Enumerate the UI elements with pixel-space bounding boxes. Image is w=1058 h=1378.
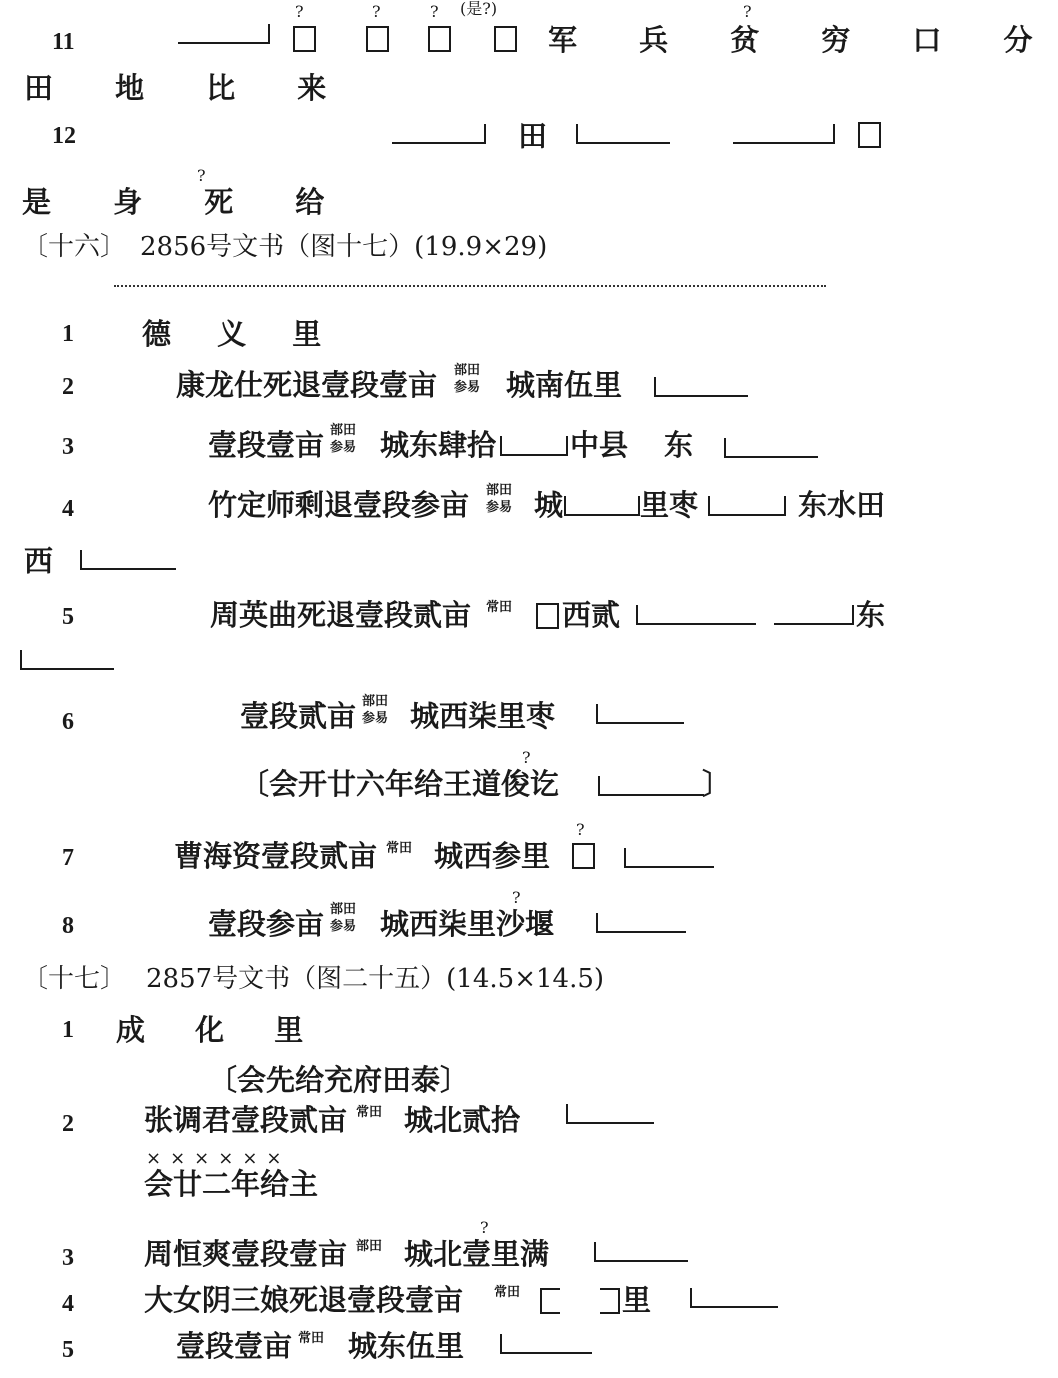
missing-char-box xyxy=(494,26,517,52)
line-text: 东水田 xyxy=(798,488,886,522)
missing-char-box xyxy=(540,1288,560,1314)
annotation-chang: 常田 xyxy=(298,1331,325,1346)
section-label: 〔十六〕 xyxy=(22,232,127,262)
uncertain-mark: ? xyxy=(430,2,439,21)
lacuna xyxy=(178,24,270,44)
line-number: 3 xyxy=(62,434,74,460)
uncertain-mark: ? xyxy=(372,2,381,21)
missing-char-box xyxy=(536,603,559,629)
line-number: 2 xyxy=(62,1111,74,1137)
line-text: 城东伍里 xyxy=(348,1329,465,1363)
uncertain-mark: ? xyxy=(295,2,304,21)
lacuna xyxy=(636,605,756,625)
line-text: 壹段参亩 xyxy=(208,907,325,941)
lacuna xyxy=(566,1104,654,1124)
lacuna xyxy=(654,377,748,397)
line-text: 周英曲死退壹段贰亩 xyxy=(210,598,472,632)
line-text: 壹段贰亩 xyxy=(240,699,357,733)
missing-char-box xyxy=(293,26,316,52)
annotation-bu: 部田 xyxy=(486,483,513,498)
line-text: 成 化 里 xyxy=(116,1013,324,1047)
line-text: 里枣 xyxy=(640,488,699,522)
annotation-bu: 部田 xyxy=(330,423,357,438)
annotation-can: 参易 xyxy=(330,919,357,934)
line-text: 城东肆拾 xyxy=(380,428,497,462)
uncertain-mark: ? xyxy=(743,2,752,21)
lacuna xyxy=(598,776,704,796)
line-text: 城南伍里 xyxy=(506,368,623,402)
line-text: 城 xyxy=(534,488,564,522)
line-text: 〔会开廿六年给王道俊讫 xyxy=(240,767,560,801)
annotation-can: 参易 xyxy=(330,440,357,455)
missing-char-box xyxy=(366,26,389,52)
line-text: 里 xyxy=(622,1283,652,1317)
annotation-bu: 部田 xyxy=(330,902,357,917)
lacuna xyxy=(596,913,686,933)
line-text: 康龙仕死退壹段壹亩 xyxy=(176,368,438,402)
line-text: 曹海资壹段贰亩 xyxy=(174,839,378,873)
lacuna xyxy=(724,438,818,458)
section-label: 〔十七〕 xyxy=(22,964,127,994)
deletion-marks: ×××××× xyxy=(146,1148,291,1169)
lacuna xyxy=(392,124,486,144)
uncertain-mark: ? xyxy=(576,820,585,839)
line-text: 城北贰拾 xyxy=(404,1103,521,1137)
line-number: 1 xyxy=(62,1017,74,1043)
line-text: 西贰 xyxy=(562,598,621,632)
line-number: 12 xyxy=(52,123,76,149)
section-title: 2857号文书（图二十五）(14.5×14.5) xyxy=(146,964,605,994)
line-text: 壹段壹亩 xyxy=(176,1329,293,1363)
line-text: 张调君壹段贰亩 xyxy=(144,1103,348,1137)
lacuna xyxy=(594,1242,688,1262)
annotation-can: 参易 xyxy=(486,500,513,515)
missing-char-box xyxy=(428,26,451,52)
annotation-can: 参易 xyxy=(362,711,389,726)
line-number: 8 xyxy=(62,913,74,939)
lacuna xyxy=(690,1288,778,1308)
uncertain-mark: ? xyxy=(480,1218,489,1237)
missing-char-box xyxy=(572,843,595,869)
annotation-chang: 常田 xyxy=(486,600,513,615)
uncertain-mark: ? xyxy=(522,748,531,767)
line-text: 东 xyxy=(856,598,886,632)
line-text: 田 地 比 来 xyxy=(24,71,353,105)
line-text: 西 xyxy=(24,544,54,578)
line-number: 1 xyxy=(62,321,74,347)
annotation-chang: 常田 xyxy=(356,1105,383,1120)
line-text: 德 义 里 xyxy=(142,317,340,351)
lacuna xyxy=(576,124,670,144)
line-text: 城北壹里满 xyxy=(404,1237,550,1271)
lacuna xyxy=(564,496,640,516)
lacuna xyxy=(624,848,714,868)
lacuna xyxy=(708,496,786,516)
annotation-bu: 部田 xyxy=(356,1239,383,1254)
line-text: 〔会先给充府田泰〕 xyxy=(208,1063,470,1097)
line-number: 11 xyxy=(52,29,75,55)
lacuna xyxy=(596,704,684,724)
line-text: 周恒爽壹段壹亩 xyxy=(144,1237,348,1271)
section-title: 2856号文书（图十七）(19.9×29) xyxy=(140,232,548,262)
lacuna xyxy=(500,1334,592,1354)
line-number: 4 xyxy=(62,496,74,522)
missing-char-box xyxy=(858,122,881,148)
line-text: 是 身 死 给 xyxy=(22,185,351,219)
line-text: 城西参里 xyxy=(434,839,551,873)
annotation-can: 参易 xyxy=(454,380,481,395)
annotation-bu: 部田 xyxy=(454,363,481,378)
missing-char-box xyxy=(600,1288,620,1314)
tian-char: 田 xyxy=(518,119,548,153)
line-text: 壹段壹亩 xyxy=(208,428,325,462)
annotation-chang: 常田 xyxy=(386,841,413,856)
uncertain-mark: (是?) xyxy=(460,0,498,18)
line-text: 军 兵 贫 穷 口 分 xyxy=(548,23,1058,57)
lacuna xyxy=(774,605,854,625)
annotation-chang: 常田 xyxy=(494,1285,521,1300)
line-text: 竹定师剩退壹段参亩 xyxy=(208,488,470,522)
lacuna xyxy=(80,550,176,570)
annotation-bu: 部田 xyxy=(362,694,389,709)
line-text: 大女阴三娘死退壹段壹亩 xyxy=(144,1283,464,1317)
line-number: 6 xyxy=(62,709,74,735)
uncertain-mark: ? xyxy=(197,166,206,185)
line-number: 5 xyxy=(62,1337,74,1363)
line-text: 城西柒里枣 xyxy=(410,699,556,733)
uncertain-mark: ? xyxy=(512,888,521,907)
line-text: 会廿二年给主 xyxy=(144,1167,319,1201)
lacuna xyxy=(733,124,835,144)
lacuna xyxy=(500,436,568,456)
line-text: 中县 xyxy=(570,428,629,462)
lacuna xyxy=(20,650,114,670)
line-number: 7 xyxy=(62,845,74,871)
line-number: 3 xyxy=(62,1245,74,1271)
line-number: 5 xyxy=(62,604,74,630)
bracket: 〕 xyxy=(702,767,732,801)
line-number: 4 xyxy=(62,1291,74,1317)
line-number: 2 xyxy=(62,374,74,400)
separator-rule xyxy=(114,285,826,287)
line-text: 东 xyxy=(664,428,694,462)
line-text: 城西柒里沙堰 xyxy=(380,907,555,941)
